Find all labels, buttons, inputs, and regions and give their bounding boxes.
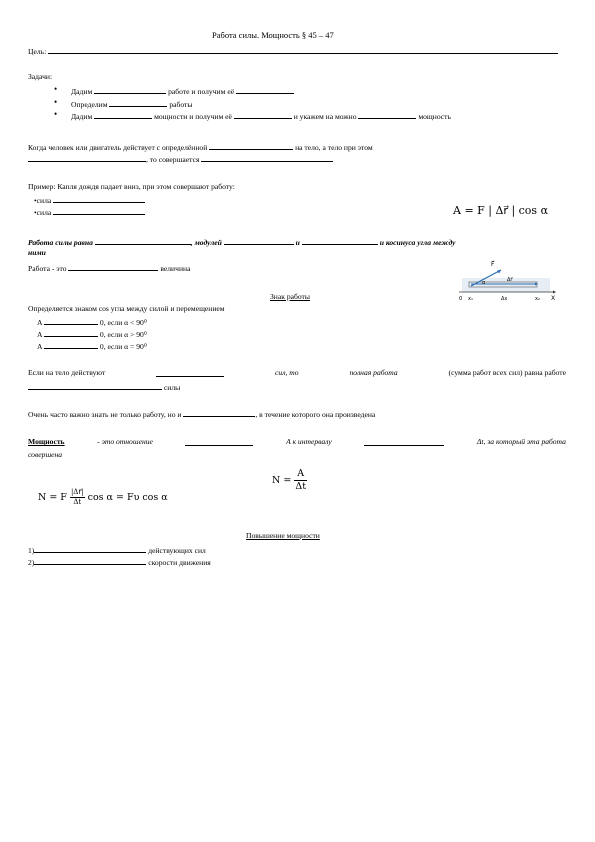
formula-den: Δt — [295, 480, 307, 492]
task-text: мощности и получим её — [154, 112, 232, 121]
dx-label: Δx — [501, 296, 508, 302]
goal-label: Цель: — [28, 47, 47, 56]
total-work-line1 — [28, 368, 566, 377]
task-text: Дадим — [71, 112, 93, 121]
raise-blank[interactable] — [34, 544, 146, 553]
def-text: Работа силы равна — [28, 238, 93, 247]
def-blank[interactable] — [302, 236, 378, 245]
force-label: •сила — [34, 208, 52, 217]
para-text: , то совершается — [146, 155, 200, 164]
total-text: (сумма работ всех сил) равна работе — [448, 368, 566, 377]
task-text: работе и получим её — [168, 87, 235, 96]
power-text: A к интервалу — [286, 437, 332, 446]
sign-blank[interactable] — [44, 328, 98, 337]
raise-number: 2) — [28, 558, 35, 567]
example-force2 — [34, 206, 145, 217]
raise-item-2 — [28, 556, 211, 567]
formula-den: Δt — [73, 497, 82, 506]
raise-item-1 — [28, 544, 206, 555]
x1-label: x₁ — [468, 296, 473, 302]
x-axis-arrow — [553, 291, 556, 294]
formula-fraction — [70, 488, 85, 507]
def-blank[interactable] — [95, 236, 191, 245]
power-expanded-formula — [38, 488, 168, 507]
power-blank[interactable] — [364, 437, 444, 446]
force-blank[interactable] — [53, 206, 145, 215]
power-blank[interactable] — [185, 437, 253, 446]
formula-lhs: N = F — [38, 491, 67, 503]
formula-num: A — [294, 468, 307, 481]
power-text: - это отношение — [97, 437, 153, 446]
angle-label: α — [482, 280, 486, 286]
total-text: Если на тело действуют — [28, 368, 106, 377]
para1-line1 — [28, 141, 373, 152]
sign-text: 0, если α = 90⁰ — [99, 342, 147, 351]
raise-text: скорости движения — [148, 558, 211, 567]
para-blank[interactable] — [28, 153, 146, 162]
def-text: и — [295, 238, 300, 247]
task-item — [71, 110, 451, 123]
raise-text: действующих сил — [148, 546, 206, 555]
definition-line2: ними — [28, 248, 46, 257]
time-text: Очень часто важно знать не только работу, но и — [28, 410, 182, 419]
def-text: величина — [160, 264, 191, 273]
sign-text: 0, если α > 90⁰ — [99, 330, 147, 339]
total-work-line2 — [28, 381, 180, 392]
power-text: Мощность — [28, 437, 65, 446]
power-def-line2: совершена — [28, 450, 63, 459]
displacement-label: Δr⃗ — [507, 277, 513, 283]
tasks-label: Задачи: — [28, 72, 53, 81]
total-blank[interactable] — [28, 381, 162, 390]
def-text: и косинуса угла между — [379, 238, 456, 247]
raise-heading: Повышение мощности — [246, 531, 320, 540]
sign-row — [37, 328, 147, 339]
sign-blank[interactable] — [44, 340, 98, 349]
task-item — [71, 98, 451, 111]
power-text: Δt, за который эта работа — [476, 437, 566, 446]
sign-row — [37, 316, 147, 327]
total-text: силы — [163, 383, 181, 392]
total-text: полная работа — [349, 368, 398, 377]
raise-number: 1) — [28, 546, 35, 555]
time-line — [28, 408, 375, 419]
time-blank[interactable] — [183, 408, 255, 417]
sign-text: A — [37, 342, 43, 351]
work-formula: A = F | Δr⃗ | cos α — [453, 204, 549, 217]
para1-line2 — [28, 153, 333, 164]
raise-blank[interactable] — [34, 556, 146, 565]
para-text: на тело, а тело при этом — [295, 143, 373, 152]
sign-intro: Определяется знаком cos угла между силой и перемещением — [28, 304, 225, 313]
power-formula — [272, 468, 307, 493]
definition-line1 — [28, 236, 456, 247]
def-blank[interactable] — [68, 262, 158, 271]
formula-fraction — [294, 468, 307, 493]
total-blank[interactable] — [156, 368, 224, 377]
task-text: Дадим — [71, 87, 93, 96]
power-def-line1 — [28, 437, 566, 446]
formula-rest: cos α = Fυ cos α — [87, 491, 168, 503]
def-blank[interactable] — [224, 236, 294, 245]
task-text: мощность — [418, 112, 451, 121]
sign-row — [37, 340, 147, 351]
task-blank[interactable] — [94, 85, 166, 94]
force-blank[interactable] — [53, 194, 145, 203]
time-text: , в течение которого она произведена — [255, 410, 376, 419]
page-title: Работа силы. Мощность § 45 – 47 — [212, 30, 334, 40]
task-blank[interactable] — [109, 98, 167, 107]
task-blank[interactable] — [94, 110, 152, 119]
formula-lhs: N = — [272, 474, 292, 486]
goal-line — [28, 45, 558, 56]
def-text: Работа - это — [28, 264, 67, 273]
origin-label: 0 — [459, 296, 463, 302]
x2-label: x₂ — [535, 296, 540, 302]
force-label: F⃗ — [491, 261, 495, 268]
sign-text: 0, если α < 90⁰ — [99, 318, 147, 327]
force-label: •сила — [34, 196, 52, 205]
task-text: Определим — [71, 99, 108, 109]
work-diagram — [455, 256, 560, 306]
work-is-line — [28, 262, 190, 273]
para-blank[interactable] — [201, 153, 333, 162]
example-intro: Пример: Капля дождя падает вниз, при этом совершают работу: — [28, 182, 235, 191]
task-blank[interactable] — [236, 85, 294, 94]
sign-blank[interactable] — [44, 316, 98, 325]
sign-text: A — [37, 330, 43, 339]
x-axis-label: X — [551, 295, 556, 302]
task-text: и укажем на можно — [293, 112, 357, 121]
task-blank[interactable] — [358, 110, 416, 119]
formula-num: |Δr⃗| — [70, 488, 84, 496]
sign-heading: Знак работы — [270, 292, 310, 301]
example-force1 — [34, 194, 145, 205]
para-blank[interactable] — [209, 141, 293, 150]
sign-text: A — [37, 318, 43, 327]
def-text: , модулей — [190, 238, 222, 247]
task-blank[interactable] — [234, 110, 292, 119]
task-text: работы — [169, 99, 193, 109]
goal-blank[interactable] — [48, 45, 558, 54]
total-text: сил, то — [275, 368, 299, 377]
tasks-list — [71, 85, 451, 123]
para-text: Когда человек или двигатель действует с определённой — [28, 143, 208, 152]
task-item — [71, 85, 451, 98]
